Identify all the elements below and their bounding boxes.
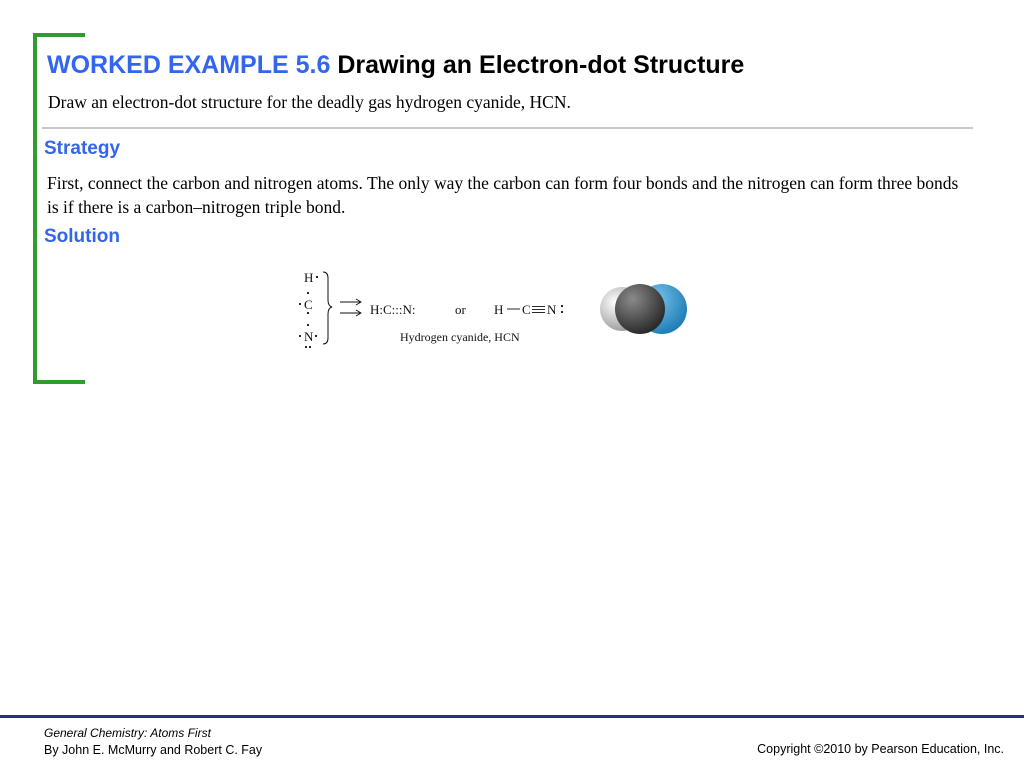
- slide-title: [47, 48, 744, 82]
- dot-formula: H:C:::N:: [370, 302, 416, 317]
- hcn-diagram: [290, 262, 700, 362]
- electron-dot: [305, 346, 307, 348]
- electron-dot: [299, 335, 301, 337]
- title-main: Drawing an Electron-dot Structure: [337, 51, 745, 79]
- electron-dot: [309, 346, 311, 348]
- line-formula-n: N: [547, 302, 557, 317]
- strategy-text: First, connect the carbon and nitrogen atoms. The only way the carbon can form four bonds and the nitrogen can form three bonds is if there is a carbon–nitrogen triple bond.: [47, 173, 959, 217]
- divider: [42, 127, 973, 129]
- hcn-figure: [290, 262, 700, 362]
- lone-pair-dot: [561, 311, 563, 313]
- problem-statement: Draw an electron-dot structure for the deadly gas hydrogen cyanide, HCN.: [48, 92, 571, 112]
- footer-bar: [0, 715, 1024, 718]
- footer-authors: By John E. McMurry and Robert C. Fay: [44, 743, 263, 757]
- carbon-atom-sphere: [615, 284, 665, 334]
- atom-n: N: [304, 329, 314, 344]
- line-formula-h: H: [494, 302, 504, 317]
- solution-heading: Solution: [44, 226, 120, 247]
- footer-book-title: General Chemistry: Atoms First: [44, 726, 211, 740]
- electron-dot: [307, 292, 309, 294]
- electron-dot: [315, 335, 317, 337]
- electron-dot: [299, 303, 301, 305]
- electron-dot: [316, 276, 318, 278]
- atom-h: H: [304, 270, 314, 285]
- or-label: or: [455, 302, 466, 317]
- line-formula-c: C: [522, 302, 531, 317]
- electron-dot: [307, 324, 309, 326]
- lone-pair-dot: [561, 305, 563, 307]
- footer-copyright: Copyright ©2010 by Pearson Education, Inc.: [757, 742, 1004, 756]
- strategy-heading: Strategy: [44, 138, 121, 159]
- atom-c: C: [304, 297, 313, 312]
- electron-dot: [307, 312, 309, 314]
- curly-brace: [323, 272, 332, 344]
- figure-caption: Hydrogen cyanide, HCN: [400, 330, 520, 344]
- title-prefix: WORKED EXAMPLE 5.6: [47, 51, 331, 79]
